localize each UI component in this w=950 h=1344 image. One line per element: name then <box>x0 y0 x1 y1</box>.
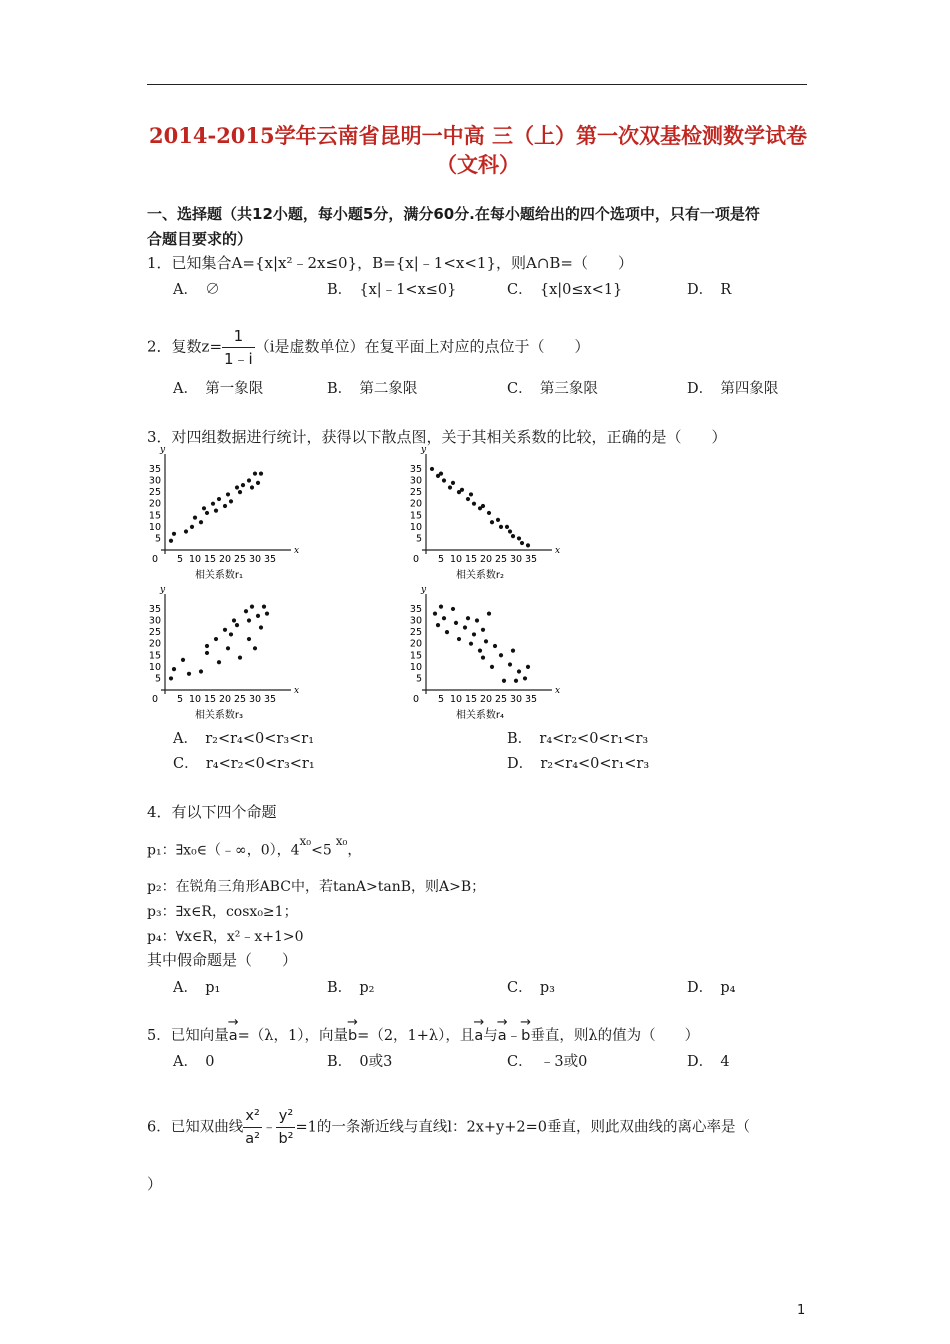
x-tick-label: 20 <box>479 554 493 565</box>
scatter-point <box>526 665 530 669</box>
x-axis-letter: x <box>294 546 300 556</box>
x-tick-label: 30 <box>248 554 262 565</box>
q5-option-a: A． 0 <box>173 1054 215 1070</box>
x-tick-label: 30 <box>248 694 262 705</box>
q4-stem: 4．有以下四个命题 <box>147 803 277 821</box>
scatter-point <box>238 490 242 494</box>
scatter-point <box>490 520 494 524</box>
y-tick-label: 30 <box>409 615 422 627</box>
scatter-point <box>181 658 185 662</box>
q3-option-c: C． r₄<r₂<0<r₃<r₁ <box>173 756 315 772</box>
y-tick-label: 10 <box>409 521 422 533</box>
x-tick-label: 15 <box>203 694 217 705</box>
q2-stem <box>147 325 590 370</box>
plot-caption: 相关系数r₄ <box>455 710 505 721</box>
scatter-point <box>241 483 245 487</box>
scatter-point <box>205 644 209 648</box>
x-tick-label: 35 <box>524 694 538 705</box>
y-tick-label: 15 <box>148 510 161 522</box>
vector-b: → b <box>348 1028 357 1044</box>
q6-f2-num: y² <box>278 1108 294 1124</box>
y-tick-label: 5 <box>415 533 422 545</box>
q6-minus: ﹣ <box>261 1119 277 1136</box>
scatter-point <box>256 614 260 618</box>
scatter-point <box>523 676 527 680</box>
scatter-point <box>226 492 230 496</box>
y-tick-label: 5 <box>154 673 161 685</box>
x-axis-letter: x <box>555 546 561 556</box>
section1-heading-line1: 一、选择题（共12小题，每小题5分，满分60分.在每小题给出的四个选项中，只有一项是符 <box>147 205 760 223</box>
q4-option-a: A． p₁ <box>173 980 221 996</box>
q2-prefix: 2．复数z= <box>147 337 223 356</box>
scatter-point <box>499 653 503 657</box>
x-tick-label: 10 <box>449 694 463 705</box>
q5-s6: 垂直，则λ的值为（ ） <box>530 1028 700 1044</box>
scatter-point <box>247 637 251 641</box>
x-tick-label: 30 <box>509 554 523 565</box>
scatter-point <box>199 520 203 524</box>
y-tick-label: 30 <box>409 475 422 487</box>
title-line2: （文科） <box>436 152 520 177</box>
q5-option-c: C． ﹣3或0 <box>507 1054 588 1070</box>
q5-option-b: B． 0或3 <box>327 1054 393 1070</box>
q4-option-d: D． p₄ <box>687 980 736 996</box>
x-tick-label: 0 <box>151 694 159 705</box>
scatter-point <box>511 649 515 653</box>
q2-frac-den: 1﹣i <box>222 347 255 370</box>
y-tick-label: 35 <box>409 463 422 475</box>
scatter-point <box>211 502 215 506</box>
scatter-point <box>439 605 443 609</box>
q2-option-a: A． 第一象限 <box>173 381 264 397</box>
scatter-point <box>481 655 485 659</box>
q2-option-b: B． 第二象限 <box>327 381 418 397</box>
vector-a-2: → a <box>474 1028 483 1044</box>
scatter-point <box>226 646 230 650</box>
scatter-point <box>508 662 512 666</box>
q1-option-d: D． R <box>687 282 732 298</box>
scatter-point <box>235 485 239 489</box>
scatter-point <box>253 471 257 475</box>
y-tick-label: 10 <box>409 661 422 673</box>
scatter-point <box>487 611 491 615</box>
vector-a-3: → a <box>498 1028 507 1044</box>
q3-option-b: B． r₄<r₂<0<r₁<r₃ <box>507 731 649 747</box>
y-axis-letter: y <box>421 445 427 455</box>
x-tick-label: 0 <box>412 694 420 705</box>
scatter-point <box>184 529 188 533</box>
x-tick-label: 15 <box>203 554 217 565</box>
x-tick-label: 20 <box>218 694 232 705</box>
scatter-point <box>460 488 464 492</box>
y-axis-letter: y <box>160 585 166 595</box>
q4-p1 <box>147 834 362 860</box>
x-axis-letter: x <box>294 686 300 696</box>
x-tick-label: 10 <box>188 694 202 705</box>
scatter-point <box>232 618 236 622</box>
scatter-point <box>442 478 446 482</box>
q2-option-c: C． 第三象限 <box>507 381 598 397</box>
q2-suffix: （i是虚数单位）在复平面上对应的点位于（ ） <box>254 337 590 356</box>
scatter-point <box>487 511 491 515</box>
q5-option-d: D． 4 <box>687 1054 730 1070</box>
scatter-point <box>223 628 227 632</box>
scatter-point <box>520 541 524 545</box>
x-tick-label: 35 <box>524 554 538 565</box>
y-tick-label: 20 <box>409 498 422 510</box>
scatter-point <box>442 616 446 620</box>
section1-heading-line2: 合题目要求的） <box>147 230 253 248</box>
q5-s2: =（λ，1），向量 <box>237 1028 348 1044</box>
scatter-point <box>517 536 521 540</box>
y-tick-label: 10 <box>148 661 161 673</box>
q1-option-b: B． {x|﹣1<x≤0} <box>327 282 457 298</box>
scatter-point <box>433 611 437 615</box>
x-tick-label: 0 <box>412 554 420 565</box>
q4-p1-exponent-2: x₀ <box>335 834 348 848</box>
y-tick-label: 25 <box>148 487 161 499</box>
x-tick-label: 25 <box>494 554 508 565</box>
x-tick-label: 35 <box>263 694 277 705</box>
q4-option-c: C． p₃ <box>507 980 555 996</box>
y-tick-label: 15 <box>409 510 422 522</box>
scatter-point <box>526 543 530 547</box>
q6-f2-den: b² <box>276 1127 295 1150</box>
q4-p1-mid: <5 <box>311 842 332 859</box>
scatter-point <box>244 609 248 613</box>
x-tick-label: 5 <box>437 694 445 705</box>
vector-a: → a <box>229 1028 238 1044</box>
x-tick-label: 15 <box>464 554 478 565</box>
y-tick-label: 25 <box>409 487 422 499</box>
plot-caption: 相关系数r₁ <box>194 570 244 581</box>
scatter-point <box>259 471 263 475</box>
scatter-point <box>481 504 485 508</box>
q5-s5: ﹣ <box>506 1028 522 1044</box>
x-tick-label: 25 <box>233 554 247 565</box>
x-tick-label: 20 <box>218 554 232 565</box>
scatter-point <box>238 655 242 659</box>
scatter-point <box>481 628 485 632</box>
q4-p3: p₃：∃x∈R，cosx₀≥1； <box>147 904 298 920</box>
scatter-point <box>439 471 443 475</box>
q1-option-a: A． ∅ <box>173 282 220 298</box>
q6-fraction-x <box>243 1105 262 1150</box>
y-tick-label: 35 <box>409 603 422 615</box>
q4-p1-label: p₁：∃x₀∈（﹣∞，0），4 <box>147 842 300 859</box>
scatter-point <box>493 644 497 648</box>
scatter-point <box>229 632 233 636</box>
scatter-point <box>214 637 218 641</box>
scatter-point <box>214 509 218 513</box>
q6-suffix: =1的一条渐近线与直线l：2x+y+2=0垂直，则此双曲线的离心率是（ <box>295 1119 750 1136</box>
scatter-point <box>445 630 449 634</box>
y-tick-label: 25 <box>409 627 422 639</box>
scatter-point <box>469 642 473 646</box>
q3-option-a: A． r₂<r₄<0<r₃<r₁ <box>173 731 315 747</box>
q2-option-d: D． 第四象限 <box>687 381 779 397</box>
x-tick-label: 5 <box>176 694 184 705</box>
q5-s1: 5．已知向量 <box>147 1028 229 1044</box>
scatter-point <box>199 669 203 673</box>
scatter-point <box>202 506 206 510</box>
q6-f1-num: x² <box>245 1108 260 1124</box>
scatter-plot-r4 <box>404 585 564 725</box>
scatter-point <box>448 485 452 489</box>
y-axis-letter: y <box>160 445 166 455</box>
scatter-point <box>508 529 512 533</box>
q2-frac-num: 1 <box>233 327 244 345</box>
y-tick-label: 20 <box>148 638 161 650</box>
y-tick-label: 25 <box>148 627 161 639</box>
scatter-point <box>457 637 461 641</box>
scatter-point <box>514 679 518 683</box>
q5-s3: =（2，1+λ），且 <box>357 1028 475 1044</box>
x-tick-label: 25 <box>233 694 247 705</box>
scatter-point <box>223 504 227 508</box>
q5-stem <box>147 1024 699 1045</box>
scatter-point <box>466 616 470 620</box>
x-tick-label: 30 <box>509 694 523 705</box>
x-tick-label: 25 <box>494 694 508 705</box>
scatter-point <box>490 665 494 669</box>
vector-b-2: → b <box>521 1028 530 1044</box>
scatter-point <box>517 669 521 673</box>
y-tick-label: 5 <box>415 673 422 685</box>
q6-line2: ） <box>147 1175 163 1193</box>
scatter-point <box>217 660 221 664</box>
scatter-point <box>172 667 176 671</box>
scatter-point <box>484 639 488 643</box>
q4-p1-exponent-1: x₀ <box>299 834 312 848</box>
page-number: 1 <box>797 1303 806 1318</box>
y-axis-letter: y <box>421 585 427 595</box>
x-tick-label: 20 <box>479 694 493 705</box>
scatter-plot-r3 <box>143 585 303 725</box>
scatter-point <box>451 481 455 485</box>
x-tick-label: 15 <box>464 694 478 705</box>
scatter-point <box>496 518 500 522</box>
scatter-point <box>478 649 482 653</box>
scatter-point <box>205 511 209 515</box>
x-tick-label: 35 <box>263 554 277 565</box>
x-tick-label: 10 <box>188 554 202 565</box>
q4-p2: p₂：在锐角三角形ABC中，若tanA>tanB，则A>B； <box>147 879 486 895</box>
scatter-point <box>229 499 233 503</box>
x-tick-label: 5 <box>176 554 184 565</box>
scatter-point <box>502 679 506 683</box>
q6-prefix: 6．已知双曲线 <box>147 1119 244 1136</box>
title-line1: 2014-2015学年云南省昆明一中高 三（上）第一次双基检测数学试卷 <box>149 123 807 148</box>
q4-p1-end: ， <box>347 842 362 859</box>
scatter-point <box>259 625 263 629</box>
scatter-point <box>247 618 251 622</box>
scatter-point <box>265 611 269 615</box>
scatter-point <box>511 534 515 538</box>
scatter-point <box>235 623 239 627</box>
y-tick-label: 20 <box>148 498 161 510</box>
plot-caption: 相关系数r₂ <box>455 570 505 581</box>
scatter-point <box>247 478 251 482</box>
scatter-point <box>253 646 257 650</box>
q2-fraction <box>222 325 255 370</box>
header-rule <box>147 84 807 85</box>
scatter-point <box>217 497 221 501</box>
scatter-point <box>169 539 173 543</box>
scatter-point <box>205 651 209 655</box>
scatter-point <box>454 621 458 625</box>
scatter-point <box>430 467 434 471</box>
scatter-point <box>466 497 470 501</box>
q5-s4: 与 <box>483 1028 498 1044</box>
y-tick-label: 15 <box>148 650 161 662</box>
scatter-point <box>193 515 197 519</box>
y-tick-label: 10 <box>148 521 161 533</box>
q1-stem: 1．已知集合A={x|x²﹣2x≤0}，B={x|﹣1<x<1}，则A∩B=（ ） <box>147 254 634 272</box>
scatter-plot-r1 <box>143 445 303 585</box>
q6-fraction-y <box>276 1105 295 1150</box>
q4-p4: p₄：∀x∈R，x²﹣x+1>0 <box>147 929 304 945</box>
scatter-point <box>250 485 254 489</box>
x-tick-label: 5 <box>437 554 445 565</box>
q6-f1-den: a² <box>243 1127 262 1150</box>
scatter-point <box>262 605 266 609</box>
scatter-point <box>472 502 476 506</box>
scatter-point <box>451 607 455 611</box>
q3-option-d: D． r₂<r₄<0<r₁<r₃ <box>507 756 650 772</box>
scatter-point <box>172 532 176 536</box>
y-tick-label: 15 <box>409 650 422 662</box>
scatter-point <box>472 632 476 636</box>
scatter-plot-r2 <box>404 445 564 585</box>
plot-caption: 相关系数r₃ <box>194 710 244 721</box>
q3-stem: 3．对四组数据进行统计，获得以下散点图，关于其相关系数的比较，正确的是（ ） <box>147 428 727 446</box>
x-tick-label: 10 <box>449 554 463 565</box>
y-tick-label: 35 <box>148 603 161 615</box>
y-tick-label: 20 <box>409 638 422 650</box>
y-tick-label: 30 <box>148 615 161 627</box>
scatter-point <box>499 525 503 529</box>
q4-option-b: B． p₂ <box>327 980 375 996</box>
y-tick-label: 30 <box>148 475 161 487</box>
scatter-point <box>436 623 440 627</box>
q4-question: 其中假命题是（ ） <box>147 951 298 969</box>
q1-option-c: C． {x|0≤x<1} <box>507 282 623 298</box>
scatter-point <box>169 676 173 680</box>
q6-stem <box>147 1105 750 1150</box>
scatter-point <box>256 481 260 485</box>
y-tick-label: 5 <box>154 533 161 545</box>
scatter-point <box>505 525 509 529</box>
scatter-point <box>250 605 254 609</box>
y-tick-label: 35 <box>148 463 161 475</box>
scatter-point <box>475 618 479 622</box>
scatter-point <box>469 492 473 496</box>
x-tick-label: 0 <box>151 554 159 565</box>
scatter-point <box>187 672 191 676</box>
scatter-point <box>463 625 467 629</box>
x-axis-letter: x <box>555 686 561 696</box>
scatter-point <box>190 525 194 529</box>
